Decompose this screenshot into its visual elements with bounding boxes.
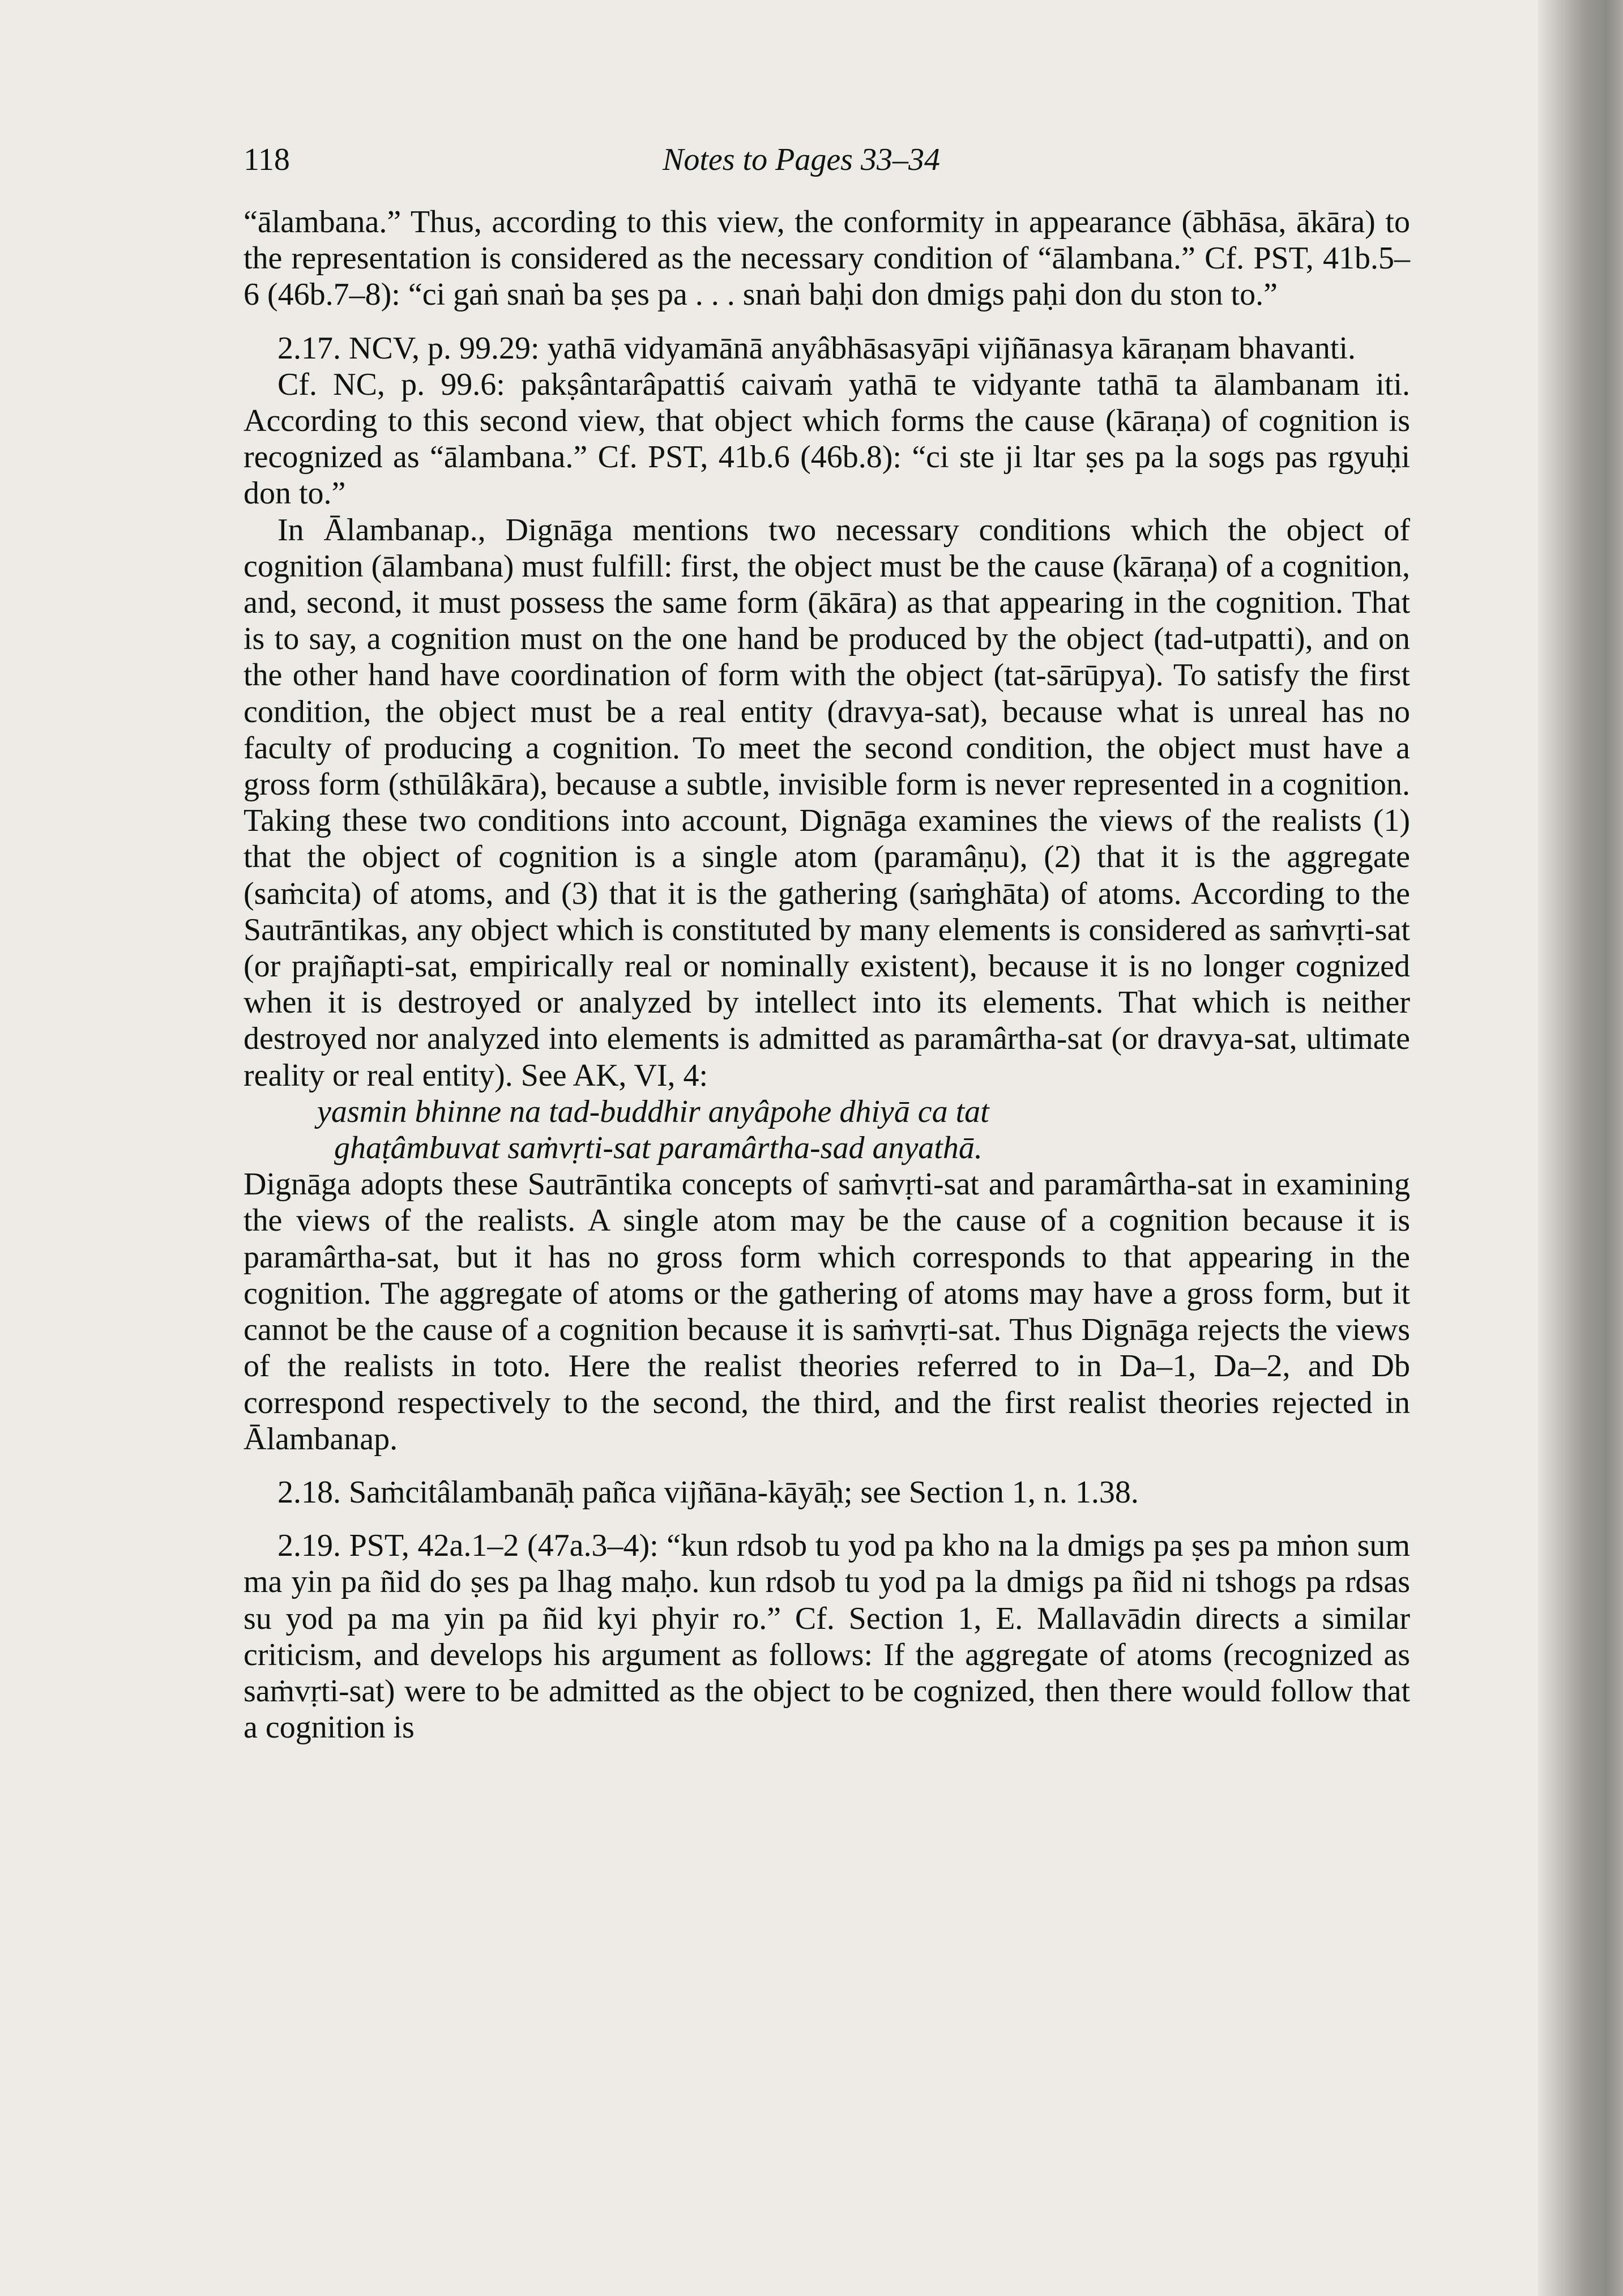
text-block xyxy=(244,142,1410,1746)
page-number: 118 xyxy=(244,142,290,177)
paragraph-alambanap: In Ālambanap., Dignāga mentions two necessary conditions which the object of cognition (ālambana) must fulfill: first, the object must be the cause (kāraṇa) of a cognition, and, second, it must possess the same form (ākāra) as that appearing in the cognition. That is to say, a cognition must on the one hand be produced by the object (tad-utpatti), and on the other hand have coordination of form with the object (tat-sārūpya). To satisfy the first condition, the object must be a real entity (dravya-sat), because what is unreal has no faculty of producing a cognition. To meet the second condition, the object must have a gross form (sthūlâkāra), because a subtle, invisible form is never represented in a cognition. Taking these two conditions into account, Dignāga examines the views of the realists (1) that the object of cognition is a single atom (paramâṇu), (2) that it is the aggregate (saṁcita) of atoms, and (3) that it is the gathering (saṁghāta) of atoms. According to the Sautrāntikas, any object which is constituted by many elements is considered as saṁvṛti-sat (or prajñapti-sat, empirically real or nominally existent), because it is no longer cognized when it is destroyed or analyzed by intellect into its elements. That which is neither destroyed nor analyzed into elements is admitted as paramârtha-sat (or dravya-sat, ultimate reality or real entity). See AK, VI, 4: xyxy=(244,512,1410,1093)
book-binding-shadow xyxy=(1538,0,1623,2296)
running-head: Notes to Pages 33–34 xyxy=(663,142,940,177)
page-header xyxy=(244,142,1410,204)
note-2-19: 2.19. PST, 42a.1–2 (47a.3–4): “kun rdsob tu yod pa kho na la dmigs pa ṣes pa mṅon sum ma yin pa ñid do ṣes pa lhag maḥo. kun rdsob tu yod pa la dmigs pa ñid ni tshogs pa rdsas su yod pa ma yin pa ñid kyi phyir ro.” Cf. Section 1, E. Mallavādin directs a similar criticism, and develops his argument as follows: If the aggregate of atoms (recognized as saṁvṛti-sat) were to be admitted as the object to be cognized, then there would follow that a cognition is xyxy=(244,1528,1410,1746)
paragraph-dignaga: Dignāga adopts these Sautrāntika concepts of saṁvṛti-sat and paramârtha-sat in examining the views of the realists. A single atom may be the cause of a cognition because it is paramârtha-sat, but it has no gross form which corresponds to that appearing in the cognition. The aggregate of atoms or the gathering of atoms may have a gross form, but it cannot be the cause of a cognition because it is saṁvṛti-sat. Thus Dignāga rejects the views of the realists in toto. Here the realist theories referred to in Da–1, Da–2, and Db correspond respectively to the second, the third, and the first realist theories rejected in Ālambanap. xyxy=(244,1167,1410,1457)
paragraph-cf-nc: Cf. NC, p. 99.6: pakṣântarâpattiś caivaṁ yathā te vidyante tathā ta ālambanam iti. According to this second view, that object which forms the cause (kāraṇa) of cognition is recognized as “ālambana.” Cf. PST, 41b.6 (46b.8): “ci ste ji ltar ṣes pa la sogs pas rgyuḥi don to.” xyxy=(244,366,1410,511)
paragraph-continuation: “ālambana.” Thus, according to this view, the conformity in appearance (ābhāsa, ākāra) to the representation is considered as the necessary condition of “ālambana.” Cf. PST, 41b.5–6 (46b.7–8): “ci gaṅ snaṅ ba ṣes pa . . . snaṅ baḥi don dmigs paḥi don du ston to.” xyxy=(244,204,1410,313)
note-2-18: 2.18. Saṁcitâlambanāḥ pañca vijñāna-kāyāḥ; see Section 1, n. 1.38. xyxy=(277,1474,1139,1510)
verse-line-1: yasmin bhinne na tad-buddhir anyâpohe dhiyā ca tat xyxy=(317,1094,989,1129)
note-2-17: 2.17. NCV, p. 99.29: yathā vidyamānā anyâbhāsasyāpi vijñānasya kāraṇam bhavanti. xyxy=(277,330,1356,366)
verse-line-2: ghaṭâmbuvat saṁvṛti-sat paramârtha-sad anyathā. xyxy=(334,1130,983,1166)
